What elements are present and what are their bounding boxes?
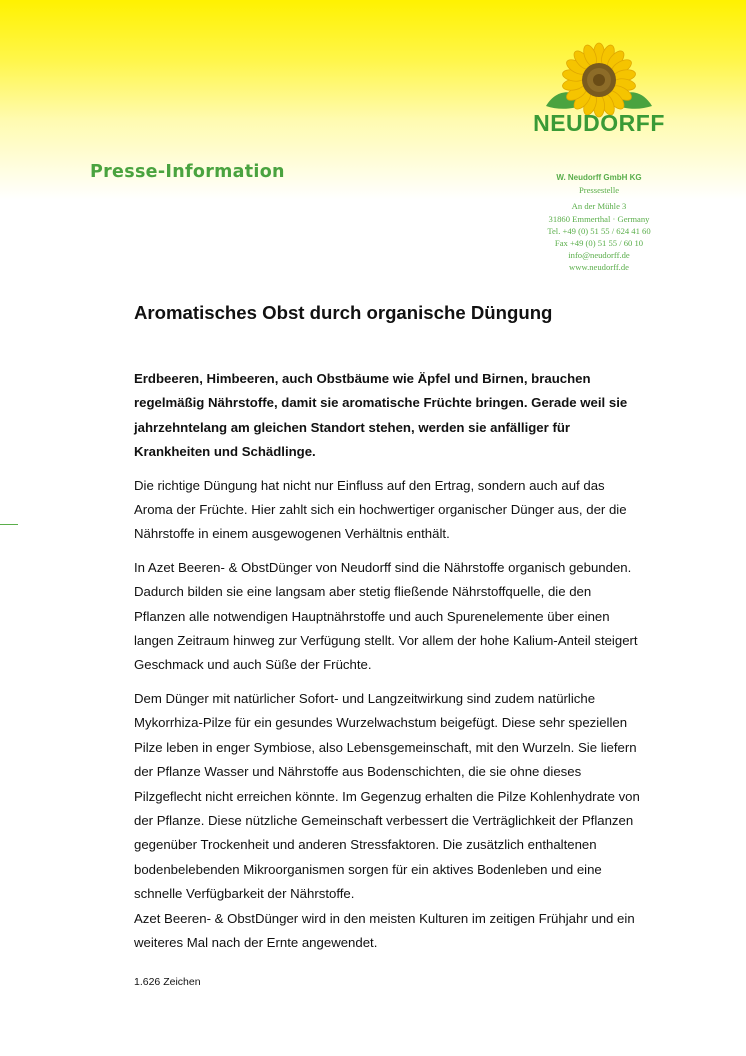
article-lead: Erdbeeren, Himbeeren, auch Obstbäume wie Äpfel und Birnen, brauchen regelmäßig Nährstoffe, damit sie aromatische Früchte bringen. Gerade weil sie jahrzehntelang am gleichen Standort stehen, werden sie anfälliger für Krankheiten und Schädlinge.: [134, 371, 628, 460]
brand-wordmark: NEUDORFF: [533, 110, 665, 136]
article-paragraph-4: Azet Beeren- & ObstDünger wird in den meisten Kulturen im zeitigen Frühjahr und ein weiteres Mal nach der Ernte angewendet.: [134, 910, 635, 950]
company-name: W. Neudorff GmbH KG: [556, 173, 642, 182]
company-phone: Tel. +49 (0) 51 55 / 624 41 60: [547, 225, 651, 236]
article-body: [134, 367, 646, 964]
character-count: 1.626 Zeichen: [134, 976, 201, 988]
company-city: 31860 Emmerthal · Germany: [548, 213, 650, 224]
fold-mark: [0, 524, 18, 525]
article-paragraph-3: Dem Dünger mit natürlicher Sofort- und Langzeitwirkung sind zudem natürliche Mykorrhiza-Pilze für ein gesundes Wurzelwachstum beigefügt. Diese sehr speziellen Pilze leben in enger Symbiose, also Lebensgemeinschaft, mit den Wurzeln. Sie liefern der Pflanze Wasser und Nährstoffe aus Bodenschichten, die sie ohne dieses Pilzgeflecht nicht erreichen könnte. Im Gegenzug erhalten die Pilze Kohlenhydrate von der Pflanze. Diese nützliche Gemeinschaft verbessert die Verträglichkeit der Pflanzen gegenüber Trockenheit und anderen Stressfaktoren. Die zusätzlich enthaltenen bodenbelebenden Mikroorganismen sorgen für ein aktives Bodenleben und eine schnelle Verfügbarkeit der Nährstoffe.: [134, 690, 640, 902]
company-web-link[interactable]: www.neudorff.de: [569, 262, 629, 273]
company-street: An der Mühle 3: [571, 201, 627, 212]
article-paragraph-1: Die richtige Düngung hat nicht nur Einfluss auf den Ertrag, sondern auch auf das Aroma der Früchte. Hier zahlt sich ein hochwertiger organischer Dünger aus, der die Nährstoffe in einem ausgewogenen Verhältnis enthält.: [134, 477, 627, 542]
company-department: Pressestelle: [578, 185, 620, 196]
company-fax: Fax +49 (0) 51 55 / 60 10: [554, 238, 644, 249]
article-headline: Aromatisches Obst durch organische Düngung: [134, 302, 553, 323]
section-title: Presse-Information: [90, 162, 285, 182]
company-address-block: [520, 172, 678, 274]
article-paragraph-2: In Azet Beeren- & ObstDünger von Neudorff sind die Nährstoffe organisch gebunden. Dadurch bilden sie eine langsam aber stetig fließende Nährstoffquelle, die den Pflanzen alle notwendigen Hauptnährstoffe und auch Spurenelemente über einen langen Zeitraum hinweg zur Verfügung stellt. Vor allem der hohe Kalium-Anteil steigert Geschmack und auch Süße der Früchte.: [134, 559, 638, 673]
company-email-link[interactable]: info@neudorff.de: [568, 250, 630, 261]
